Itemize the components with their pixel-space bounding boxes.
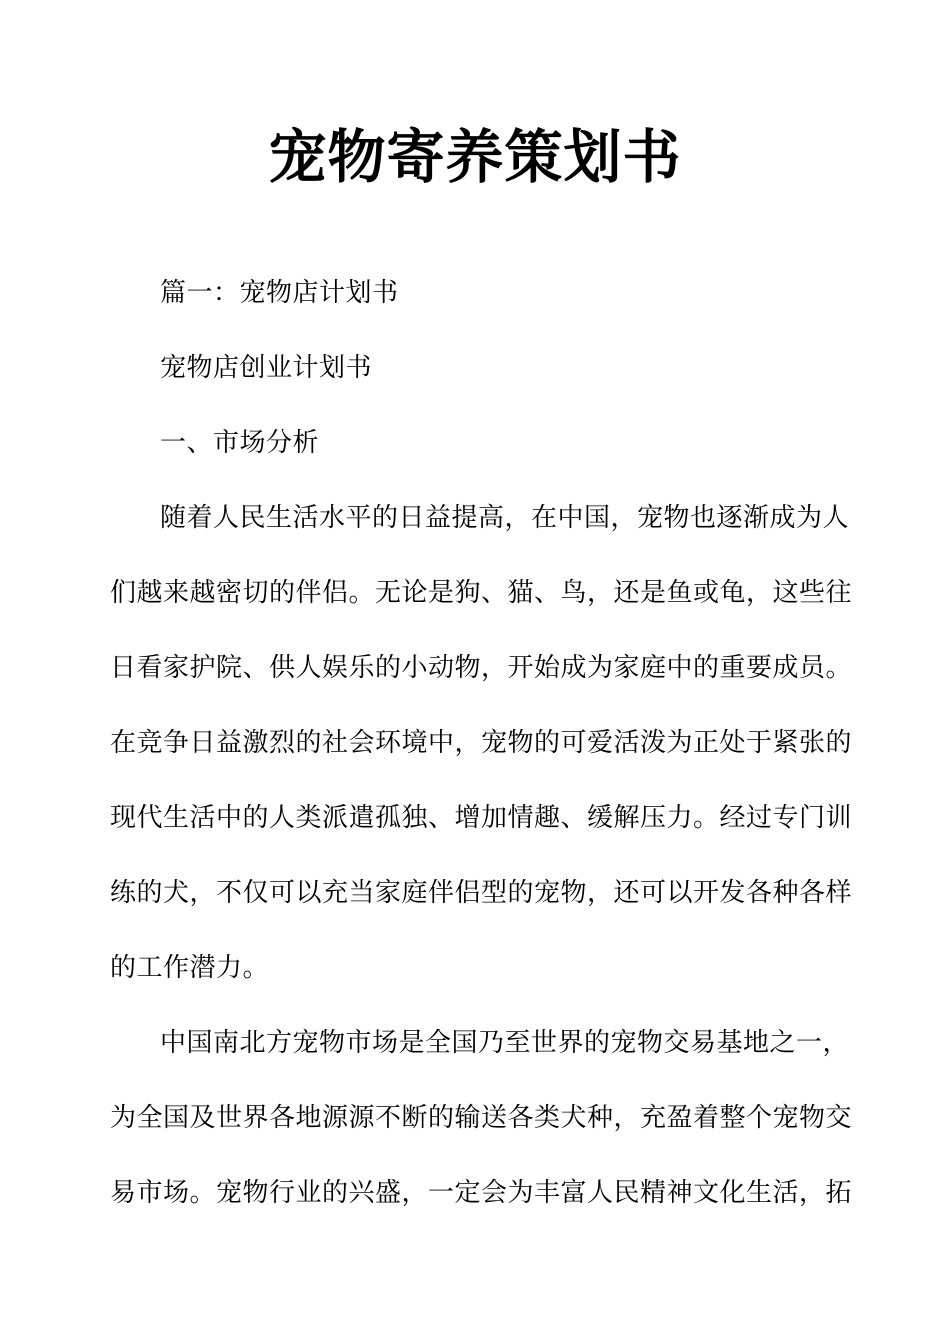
doc-line: 为全国及世界各地源源不断的输送各类犬种，充盈着整个宠物交 bbox=[110, 1103, 853, 1132]
doc-line: 中国南北方宠物市场是全国乃至世界的宠物交易基地之一， bbox=[160, 1028, 850, 1057]
document-title: 宠物寄养策划书 bbox=[268, 125, 682, 190]
doc-line: 宠物店创业计划书 bbox=[160, 353, 373, 382]
doc-line: 的工作潜力。 bbox=[110, 953, 270, 982]
doc-line: 随着人民生活水平的日益提高，在中国，宠物也逐渐成为人 bbox=[160, 503, 850, 532]
doc-line: 日看家护院、供人娱乐的小动物，开始成为家庭中的重要成员。 bbox=[110, 653, 853, 682]
doc-line: 易市场。宠物行业的兴盛，一定会为丰富人民精神文化生活，拓 bbox=[110, 1178, 853, 1207]
doc-line: 练的犬，不仅可以充当家庭伴侣型的宠物，还可以开发各种各样 bbox=[110, 878, 853, 907]
doc-line: 们越来越密切的伴侣。无论是狗、猫、鸟，还是鱼或龟，这些往 bbox=[110, 578, 853, 607]
doc-line: 现代生活中的人类派遣孤独、增加情趣、缓解压力。经过专门训 bbox=[110, 803, 853, 832]
doc-line: 在竞争日益激烈的社会环境中，宠物的可爱活泼为正处于紧张的 bbox=[110, 728, 853, 757]
doc-line: 一、市场分析 bbox=[160, 428, 320, 457]
doc-line: 篇一：宠物店计划书 bbox=[160, 278, 399, 307]
